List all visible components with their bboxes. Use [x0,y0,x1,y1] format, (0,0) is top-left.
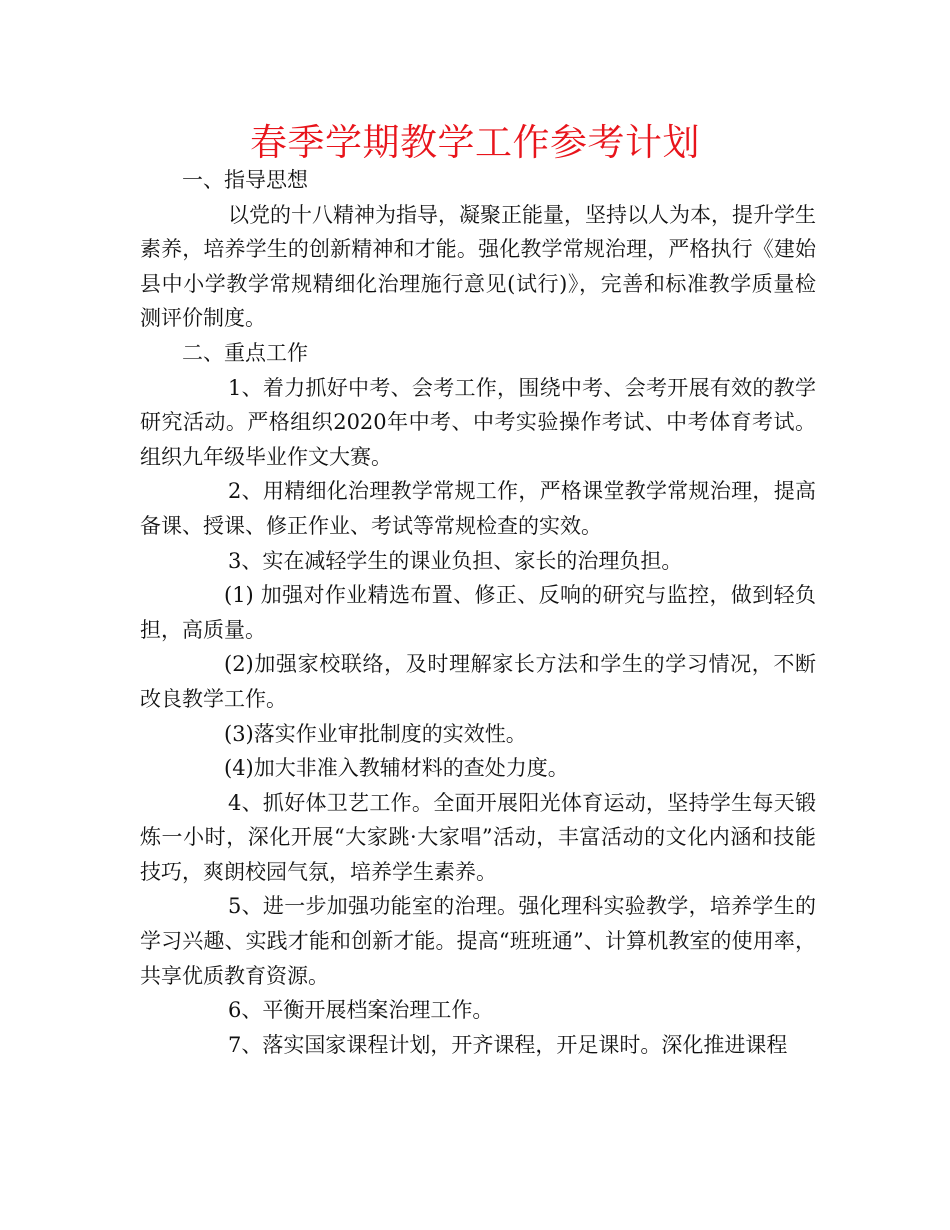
paragraph-item-1: 1、着力抓好中考、会考工作，围绕中考、会考开展有效的教学研究活动。严格组织2020年中考、中考实验操作考试、中考体育考试。组织九年级毕业作文大赛。 [140,375,816,469]
paragraph-item-2: 2、用精细化治理教学常规工作，严格课堂教学常规治理，提高备课、授课、修正作业、考试等常规检查的实效。 [140,479,816,538]
document-title: 春季学期教学工作参考计划 [250,121,700,164]
paragraph-item-3: 3、实在减轻学生的课业负担、家长的治理负担。 [228,548,683,573]
paragraph-item-6: 6、平衡开展档案治理工作。 [228,998,494,1023]
section-heading-key-work: 二、重点工作 [182,340,308,365]
paragraph-subitem-2: (2)加强家校联络，及时理解家长方法和学生的学习情况，不断改良教学工作。 [140,652,816,711]
paragraph-item-7: 7、落实国家课程计划，开齐课程，开足课时。深化推进课程 [228,1032,788,1057]
paragraph-subitem-1: (1) 加强对作业精选布置、修正、反响的研究与监控，做到轻负担，高质量。 [140,583,816,642]
paragraph-guiding-thought: 以党的十八精神为指导，凝聚正能量，坚持以人为本，提升学生素养，培养学生的创新精神和才能。强化教学常规治理，严格执行《建始县中小学教学常规精细化治理施行意见(试行)》，完善和标准教学质量检测评价制度。 [140,202,816,331]
document-body [140,163,816,1062]
section-heading-guiding-thought: 一、指导思想 [182,168,308,192]
paragraph-item-5: 5、进一步加强功能室的治理。强化理科实验教学，培养学生的学习兴趣、实践才能和创新才能。提高“班班通”、计算机教室的使用率，共享优质教育资源。 [140,894,816,988]
paragraph-item-4: 4、抓好体卫艺工作。全面开展阳光体育运动，坚持学生每天锻炼一小时，深化开展“大家跳·大家唱”活动，丰富活动的文化内涵和技能技巧，爽朗校园气氛，培养学生素养。 [140,790,816,884]
paragraph-subitem-4: (4)加大非准入教辅材料的查处力度。 [224,756,569,781]
paragraph-subitem-3: (3)落实作业审批制度的实效性。 [224,721,527,746]
